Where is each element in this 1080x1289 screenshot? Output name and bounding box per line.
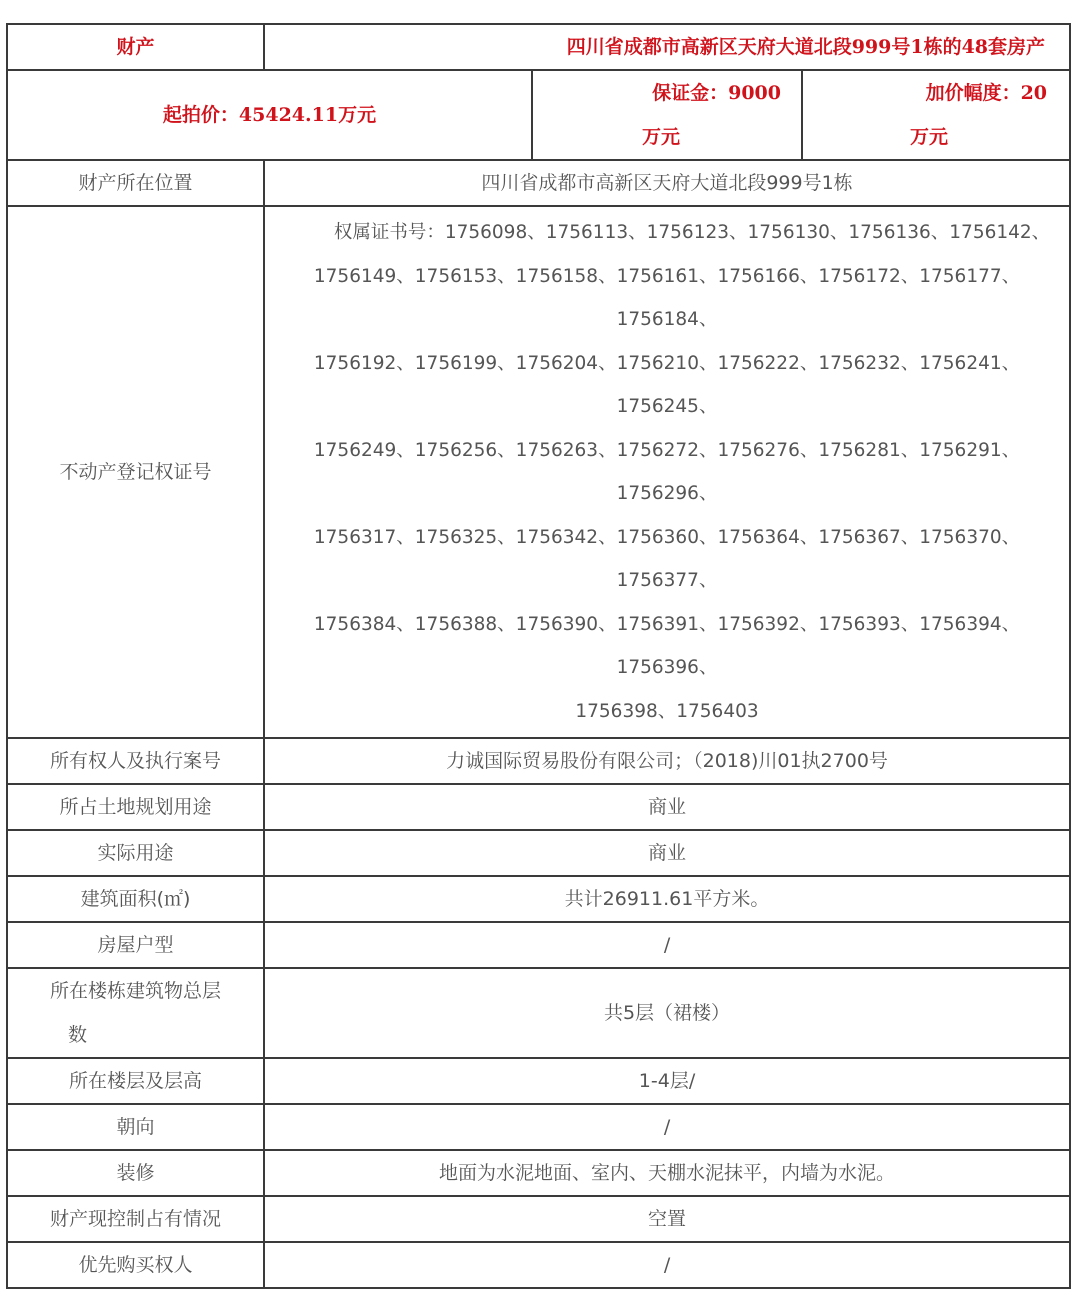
certificate-list [264,206,1070,738]
certificate-line: 1756192、1756199、1756204、1756210、1756222、1756232、1756241、1756245、 [313,352,1021,417]
row-value: / [264,922,1070,968]
row-label: 财产所在位置 [7,160,264,206]
row-value: 共5层（裙楼） [264,968,1070,1058]
property-info-table [6,23,1071,1289]
row-value: 地面为水泥地面、室内、天棚水泥抹平，内墙为水泥。 [264,1150,1070,1196]
table-row-occupancy [7,1196,1070,1242]
row-label: 财产现控制占有情况 [7,1196,264,1242]
row-value: / [264,1104,1070,1150]
row-label [7,968,264,1058]
certificate-line: 1756317、1756325、1756342、1756360、1756364、1756367、1756370、1756377、 [313,526,1021,591]
table-row-total-floors [7,968,1070,1058]
certificate-line: 权属证书号：1756098、1756113、1756123、1756130、1756136、1756142、 [333,222,1051,243]
row-value: 1-4层/ [264,1058,1070,1104]
row-value: 空置 [264,1196,1070,1242]
deposit-amount: 保证金：9000 [652,82,781,104]
property-title: 四川省成都市高新区天府大道北段999号1栋的48套房产 [264,24,1070,70]
table-row-house-type [7,922,1070,968]
row-label: 建筑面积(㎡) [7,876,264,922]
row-value: 四川省成都市高新区天府大道北段999号1栋 [264,160,1070,206]
row-value: / [264,1242,1070,1288]
row-label: 所占土地规划用途 [7,784,264,830]
row-label: 所在楼层及层高 [7,1058,264,1104]
deposit-cell [532,70,802,160]
increment-amount: 加价幅度：20 [925,82,1048,104]
row-label: 优先购买权人 [7,1242,264,1288]
row-label-line: 数 [68,1024,88,1046]
certificate-line: 1756249、1756256、1756263、1756272、1756276、1756281、1756291、1756296、 [313,439,1021,504]
row-value: 商业 [264,784,1070,830]
certificate-line: 1756398、1756403 [575,700,759,722]
row-label: 朝向 [7,1104,264,1150]
starting-price: 起拍价：45424.11万元 [7,70,532,160]
table-row-preemptive-buyer [7,1242,1070,1288]
certificate-line: 1756149、1756153、1756158、1756161、1756166、1756172、1756177、1756184、 [313,265,1021,330]
table-row-floor-height [7,1058,1070,1104]
row-value: 商业 [264,830,1070,876]
auction-property-sheet [6,23,1069,1289]
title-row [7,24,1070,70]
row-label: 实际用途 [7,830,264,876]
table-row-orientation [7,1104,1070,1150]
table-row-decoration [7,1150,1070,1196]
table-row-location [7,160,1070,206]
table-row-land-use [7,784,1070,830]
row-value: 力诚国际贸易股份有限公司；（2018)川01执2700号 [264,738,1070,784]
table-row-owner-case [7,738,1070,784]
table-row-certificates [7,206,1070,738]
certificate-line: 1756384、1756388、1756390、1756391、1756392、1756393、1756394、1756396、 [313,613,1021,678]
row-label: 不动产登记权证号 [7,206,264,738]
property-label: 财产 [7,24,264,70]
table-row-actual-use [7,830,1070,876]
row-label: 所有权人及执行案号 [7,738,264,784]
increment-unit: 万元 [910,126,949,148]
row-label: 装修 [7,1150,264,1196]
deposit-unit: 万元 [641,126,680,148]
row-label-line: 所在楼栋建筑物总层 [49,980,221,1002]
increment-cell [802,70,1070,160]
price-row [7,70,1070,160]
table-row-floor-area [7,876,1070,922]
row-value: 共计26911.61平方米。 [264,876,1070,922]
row-label: 房屋户型 [7,922,264,968]
